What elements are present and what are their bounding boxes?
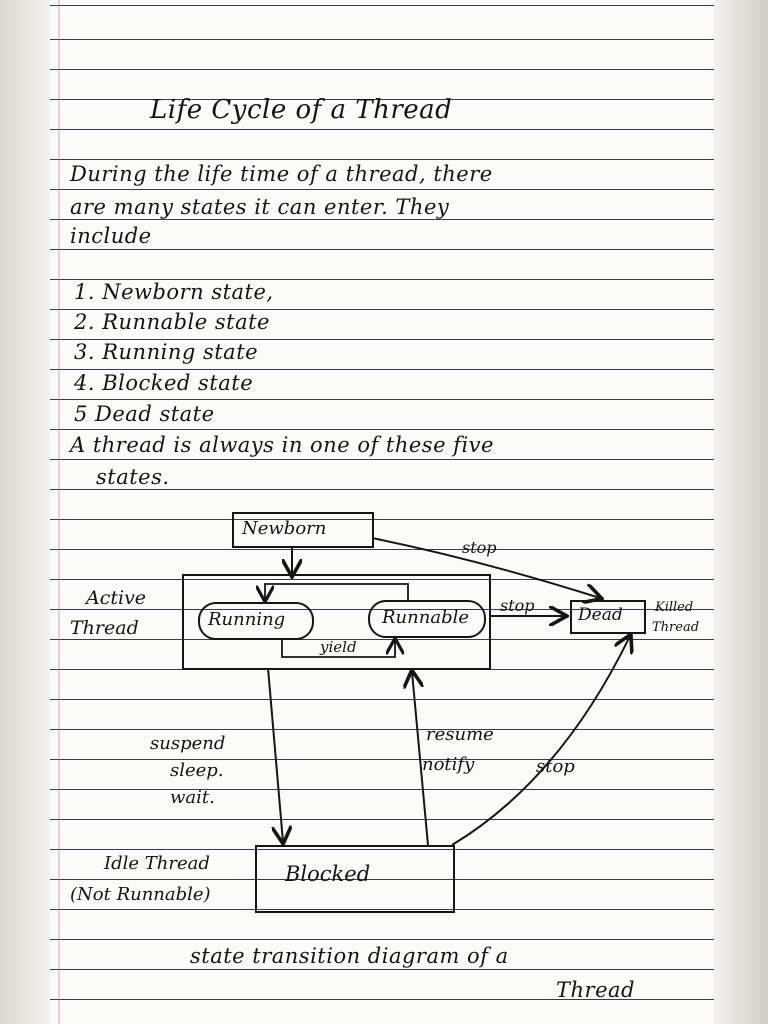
intro-line-1: During the life time of a thread, there [70,162,493,186]
active-thread-label-line-2: Thread [70,617,139,639]
state-item-runnable: 2. Runnable state [74,310,270,334]
resume-label: resume [426,724,494,745]
newborn-label: Newborn [242,518,327,539]
killed-thread-label-line-2: Thread [652,620,700,635]
diagram-caption-line-2: Thread [556,978,635,1002]
stop-label-runnable: stop [500,596,535,615]
yield-label: yield [320,638,357,656]
page-title: Life Cycle of a Thread [150,95,453,125]
sleep-label: sleep. [170,760,224,781]
intro-line-3: include [70,224,152,248]
stop-label-newborn: stop [462,538,497,557]
suspend-label: suspend [150,733,226,754]
runnable-label: Runnable [382,607,469,628]
state-item-newborn: 1. Newborn state, [74,280,274,304]
idle-thread-label-line-1: Idle Thread [104,853,210,874]
idle-thread-label-line-2: (Not Runnable) [70,884,211,905]
state-item-dead: 5 Dead state [74,402,215,426]
intro-line-2: are many states it can enter. They [70,195,450,219]
killed-thread-label-line-1: Killed [655,600,694,615]
notify-label: notify [422,754,475,775]
stop-label-blocked: stop [536,756,575,777]
wait-label: wait. [170,787,215,808]
blocked-label: Blocked [285,862,371,886]
running-label: Running [208,609,286,630]
summary-line-2: states. [96,465,170,489]
dead-label: Dead [578,605,623,625]
active-thread-label-line-1: Active [86,587,147,609]
state-item-running: 3. Running state [74,340,259,364]
summary-line-1: A thread is always in one of these five [70,433,494,457]
arrow-active-to-blocked [268,668,283,842]
diagram-caption-line-1: state transition diagram of a [190,944,509,968]
state-item-blocked: 4. Blocked state [74,371,254,395]
